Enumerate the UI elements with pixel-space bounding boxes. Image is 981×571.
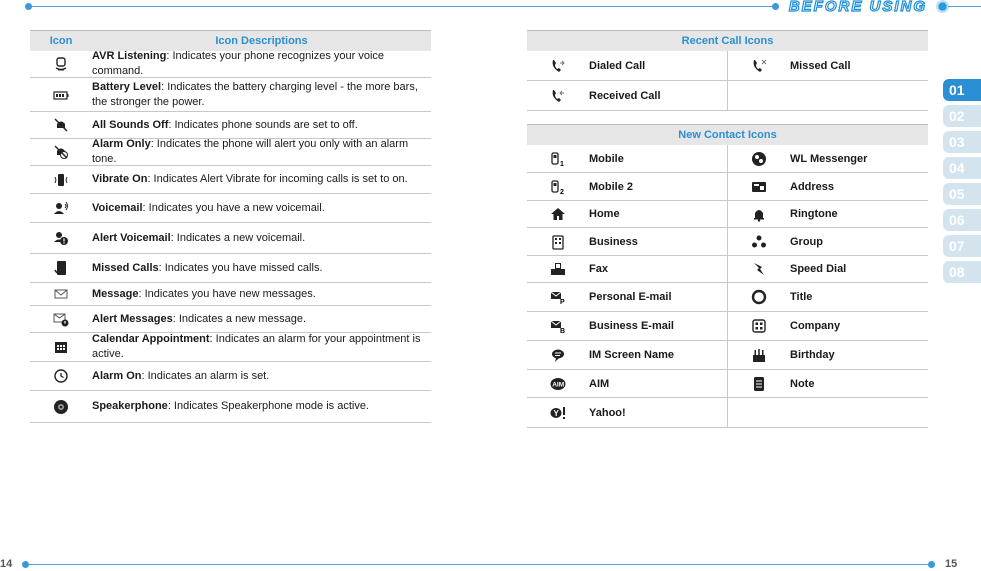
icon-description [92,49,431,79]
chapter-tab-02[interactable]: 02 [943,105,981,127]
icon-description-text: : Indicates an alarm for your appointment is active. [92,333,421,360]
table-row [527,283,928,312]
table-row [30,112,431,139]
chapter-tab-04[interactable]: 04 [943,157,981,179]
icon-cell [527,201,727,227]
icon-description [92,80,431,110]
chapter-tab-06[interactable]: 06 [943,209,981,231]
icon-name: Calendar Appointment [92,333,210,345]
home-icon [527,206,589,222]
icon-cell [527,256,727,282]
icon-label: Yahoo! [589,406,626,419]
alarm-only-icon [30,144,92,160]
icon-name: Alarm On [92,369,142,382]
page-number-left: 14 [0,558,13,570]
icon-description-text: : Indicates an alarm is set. [141,369,270,382]
chapter-tab-05[interactable]: 05 [943,183,981,205]
icon-description-text: : Indicates Speakerphone mode is active. [167,400,369,412]
icon-label: Address [790,180,835,193]
table-row [30,139,431,166]
battery-icon [30,87,92,103]
svg-text:1: 1 [560,160,564,167]
table-row [527,173,928,201]
icon-label: Mobile [589,152,624,165]
icon-cell [527,341,727,369]
icon-cell [527,173,727,200]
received-call-icon [527,88,589,104]
chapter-tab-03[interactable]: 03 [943,131,981,153]
missed-call-icon [728,58,790,74]
icon-cell [727,398,928,427]
footer-rule [28,564,932,565]
icon-name: Missed Calls [92,261,159,274]
icon-label: Dialed Call [589,59,646,72]
header-rule [28,6,778,7]
icon-cell [727,173,928,200]
icon-label: WL Messenger [790,152,868,165]
recent-call-heading: Recent Call Icons [527,30,928,51]
missed-calls-icon [30,260,92,276]
icon-name: Alert Voicemail [92,231,171,244]
alarm-clock-icon [30,368,92,384]
section-title: BEFORE USING [788,0,927,15]
table-row [30,223,431,254]
sounds-off-icon [30,117,92,133]
table-row [527,341,928,370]
icon-description-text: : Indicates you have missed calls. [158,261,323,274]
icon-description [92,231,431,246]
icon-cell [727,256,928,282]
icon-label: Received Call [589,89,661,102]
icon-description-text: : Indicates a new voicemail. [170,231,306,244]
icon-label: Ringtone [790,208,838,220]
icon-cell [527,312,727,340]
icon-description-text: : Indicates the battery charging level - the more bars, the stronger the power. [92,80,418,108]
icon-cell [727,145,928,172]
table-row [527,145,928,173]
icon-description [92,287,431,302]
new-contact-icons-table [527,124,928,428]
icon-cell [727,51,928,80]
voicemail-icon [30,200,92,216]
icon-cell [527,228,727,255]
table-row [527,201,928,228]
table-row [527,51,928,81]
recent-call-icons-table [527,30,928,111]
icon-name: Vibrate On [92,173,148,185]
icon-description [92,137,431,167]
icon-description [92,399,431,414]
icon-label: Birthday [790,349,835,361]
icon-cell [527,370,727,397]
icon-cell [727,370,928,397]
table-row [30,283,431,306]
icon-cell [527,145,727,172]
birthday-icon [728,347,790,363]
icon-label: Home [589,208,620,220]
icon-label: Group [790,235,823,248]
speed-dial-icon [728,261,790,277]
icon-description [92,369,431,384]
table-row [30,51,431,78]
icon-description [92,261,431,276]
message-icon [30,286,92,302]
icon-cell [527,51,727,80]
icon-name: Message [92,287,139,300]
icon-cell [727,341,928,369]
dialed-call-icon [527,58,589,74]
icon-label: Personal E-mail [589,291,672,303]
calendar-icon [30,339,92,355]
icon-cell [727,228,928,255]
mobile-2-icon [527,179,589,195]
icon-cell [727,312,928,340]
icon-label: Business E-mail [589,320,674,332]
table-row [527,312,928,341]
icon-description [92,312,431,327]
icon-description [92,118,431,133]
company-icon [728,318,790,334]
icon-label: Business [589,235,638,248]
icon-cell [727,201,928,227]
icon-description-text: : Indicates your phone recognizes your voice command. [92,50,385,77]
icon-descriptions-table [30,30,431,423]
table-row [527,81,928,111]
icon-description-text: : Indicates you have new messages. [138,287,316,300]
personal-email-icon [527,289,589,305]
address-icon [728,179,790,195]
note-icon [728,376,790,392]
icon-cell [727,283,928,311]
icon-description [92,172,431,187]
table-row [30,254,431,283]
title-icon [728,289,790,305]
table-row [527,256,928,283]
icon-label: AIM [589,377,610,390]
icon-name: Speakerphone [92,400,168,412]
svg-text:P: P [560,299,565,305]
table-header [30,30,431,51]
icon-label: Fax [589,263,608,275]
header-rule-end [948,6,981,7]
svg-text:B: B [560,328,566,334]
table-row [30,306,431,333]
svg-text:2: 2 [560,188,564,195]
icon-description-text: : Indicates Alert Vibrate for incoming calls is set to on. [147,173,408,185]
footer-dot-right [928,561,935,568]
chapter-tab-01[interactable]: 01 [943,79,981,101]
svg-text:Y: Y [553,408,559,418]
table-row [30,166,431,194]
icon-description-text: : Indicates you have a new voicemail. [142,201,325,214]
chapter-tab-08[interactable]: 08 [943,261,981,283]
mobile-icon [527,151,589,167]
icon-description-text: : Indicates a new message. [172,312,307,325]
alert-voicemail-icon [30,230,92,246]
group-icon [728,234,790,250]
yahoo-icon [527,405,589,421]
col-icon-header: Icon [49,35,73,47]
business-email-icon [527,318,589,334]
alert-message-icon [30,311,92,327]
icon-cell [527,81,727,110]
icon-description-text: : Indicates the phone will alert you only with an alarm tone. [92,138,409,165]
ringtone-icon [728,206,790,222]
icon-cell [527,283,727,311]
table-row [30,391,431,423]
icon-label: Speed Dial [790,263,847,275]
icon-label: Mobile 2 [589,180,634,193]
icon-cell [727,81,928,110]
icon-name: All Sounds Off [92,118,169,131]
aim-icon [527,376,589,392]
table-row [30,194,431,223]
table-row [527,228,928,256]
chapter-tabs [943,79,981,287]
col-desc-header: Icon Descriptions [215,35,308,47]
vibrate-icon [30,172,92,188]
table-row [30,362,431,391]
im-screen-name-icon [527,347,589,363]
speakerphone-icon [30,399,92,415]
fax-icon [527,261,589,277]
icon-name: Voicemail [92,201,143,214]
icon-label: Company [790,320,841,332]
icon-name: Alert Messages [92,312,173,325]
icon-name: Battery Level [92,80,162,93]
icon-label: IM Screen Name [589,349,674,361]
header-dot-left [25,3,32,10]
icon-label: Title [790,291,813,303]
table-row [30,78,431,112]
page-number-right: 15 [945,558,958,570]
icon-description-text: : Indicates phone sounds are set to off. [168,118,358,131]
header-dot-right [772,3,779,10]
icon-name: AVR Listening [92,50,167,62]
icon-description [92,201,431,216]
icon-cell [527,398,727,427]
chapter-tab-07[interactable]: 07 [943,235,981,257]
table-row [527,370,928,398]
icon-description [92,332,431,362]
icon-label: Note [790,377,815,390]
icon-label: Missed Call [790,59,851,72]
avr-listening-icon [30,56,92,72]
icon-name: Alarm Only [92,138,151,150]
table-row [30,333,431,362]
new-contact-heading: New Contact Icons [527,124,928,145]
wl-messenger-icon [728,151,790,167]
business-icon [527,234,589,250]
svg-text:AIM: AIM [552,381,565,388]
table-row [527,398,928,428]
